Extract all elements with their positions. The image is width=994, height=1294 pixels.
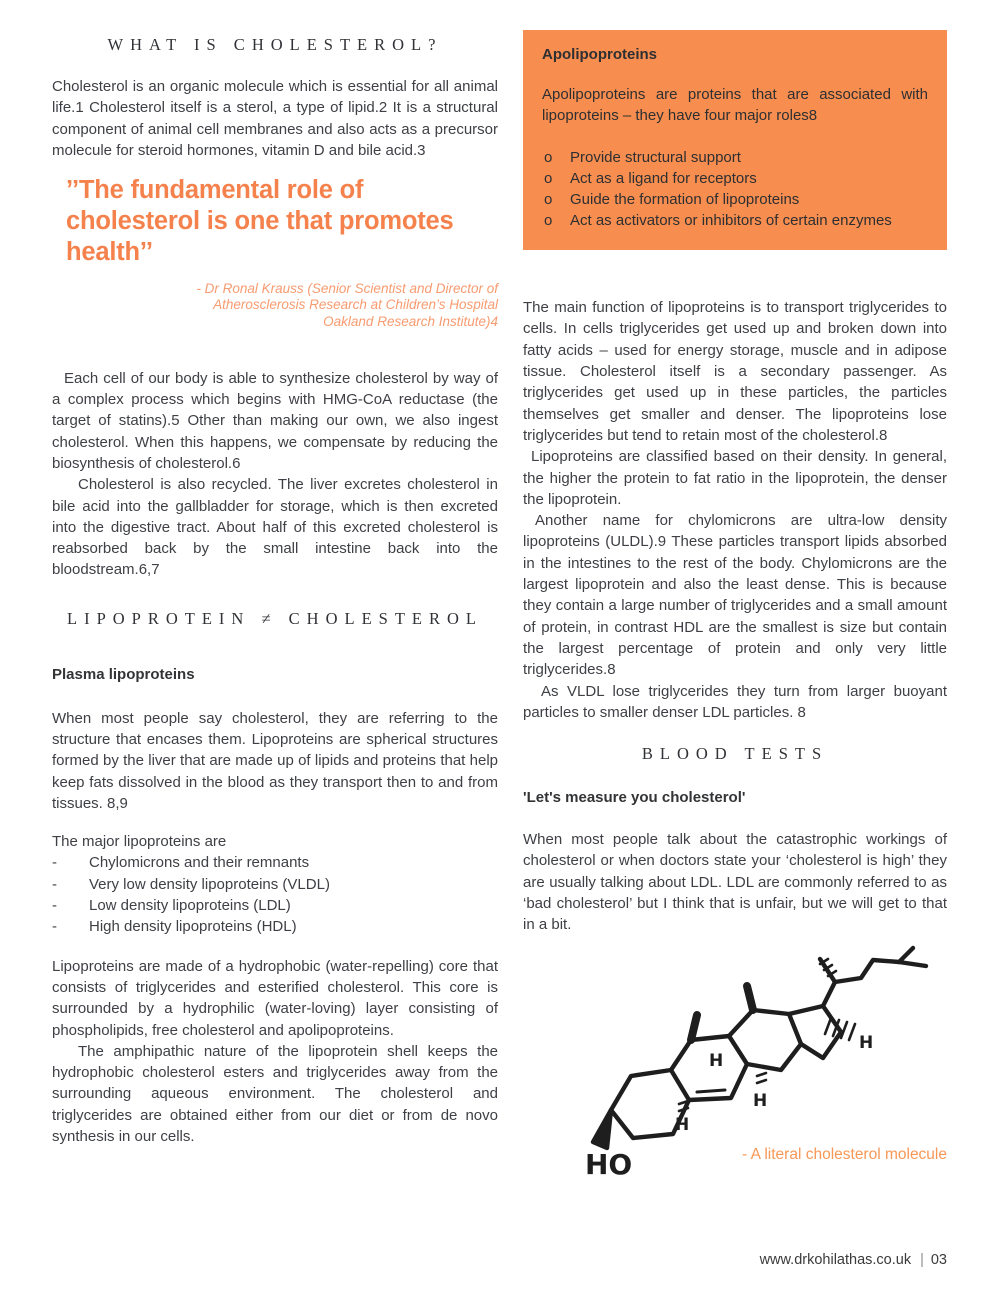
cholesterol-molecule-drawing bbox=[585, 944, 937, 1178]
callout-list-item bbox=[542, 147, 928, 168]
callout-title: Apolipoproteins bbox=[542, 46, 657, 63]
page-footer bbox=[760, 1252, 947, 1268]
h-label: H bbox=[859, 1032, 874, 1053]
paragraph-vldl: As VLDL lose triglycerides they turn from larger buoyant particles to smaller denser LDL particles. 8 bbox=[523, 682, 947, 721]
dash-bullet: - bbox=[52, 918, 57, 936]
list-item bbox=[52, 852, 498, 873]
subheading-plasma-lipoproteins: Plasma lipoproteins bbox=[52, 665, 195, 683]
circle-bullet: o bbox=[544, 169, 553, 187]
list-item bbox=[52, 895, 498, 916]
attribution-line: Oakland Research Institute)4 bbox=[323, 313, 498, 329]
callout-item-text: Guide the formation of lipoproteins bbox=[570, 190, 800, 208]
callout-item-text: Act as a ligand for receptors bbox=[570, 169, 757, 187]
ho-label: HO bbox=[585, 1147, 633, 1178]
circle-bullet: o bbox=[544, 190, 553, 208]
list-intro: The major lipoproteins are bbox=[52, 833, 227, 851]
callout-body: Apolipoproteins are proteins that are associated with lipoproteins – they have four major roles8 bbox=[542, 86, 928, 125]
footer-page-number: 03 bbox=[930, 1252, 947, 1268]
quote-attribution bbox=[52, 281, 498, 331]
circle-bullet: o bbox=[544, 212, 553, 230]
left-column bbox=[52, 0, 498, 1178]
footer-url: www.drkohilathas.co.uk bbox=[759, 1252, 912, 1268]
paragraph-each-cell: Each cell of our body is able to synthesize cholesterol by way of a complex process which begins with HMG-CoA reductase (the target of statins).5 Other than making our own, we also ingest cholesterol. When this happens, we compensate by reducing the biosynthesis of cholesterol.6 bbox=[52, 369, 498, 472]
callout-list-item bbox=[542, 168, 928, 189]
list-item-text: Very low density lipoproteins (VLDL) bbox=[89, 875, 330, 893]
h-label: H bbox=[709, 1050, 724, 1071]
paragraph-classified-density: Lipoproteins are classified based on their density. In general, the higher the protein to fat ratio in the lipoprotein, the denser the lipoprotein. bbox=[523, 448, 947, 508]
h-label: H bbox=[675, 1114, 690, 1135]
paragraph-main-function: The main function of lipoproteins is to transport triglycerides to cells. In cells triglycerides get used up and broken down into fatty acids – used for energy storage, muscle and in adipose tissue. Cholesterol itself is a secondary passenger. As triglycerides get used up in these particles, the particles themselves get smaller and denser. The lipoproteins lose triglycerides but tend to retain most of the cholesterol.8 bbox=[523, 299, 947, 444]
section-heading-what-is-cholesterol: WHAT IS CHOLESTEROL? bbox=[107, 35, 443, 54]
dash-bullet: - bbox=[52, 875, 57, 893]
pull-quote: ’’The fundamental role of cholesterol is one that promotes health’’ bbox=[66, 176, 454, 267]
list-item-text: Chylomicrons and their remnants bbox=[89, 854, 310, 872]
callout-item-text: Provide structural support bbox=[570, 148, 741, 166]
list-item bbox=[52, 916, 498, 937]
subheading-lets-measure: 'Let's measure you cholesterol' bbox=[523, 789, 746, 807]
list-item-text: Low density lipoproteins (LDL) bbox=[89, 897, 291, 915]
paragraph-amphipathic: The amphipathic nature of the lipoprotein shell keeps the hydrophobic cholesterol esters and triglycerides away from the surrounding aqueous environment. The cholesterol and triglycerides are obtained either from our diet or from de novo synthesis in our cells. bbox=[52, 1042, 498, 1146]
cholesterol-molecule-figure bbox=[523, 944, 947, 1178]
right-column bbox=[523, 0, 947, 1178]
paragraph-chylomicrons: Another name for chylomicrons are ultra-low density lipoproteins (ULDL).9 These particles transport lipids absorbed in the intestines to the rest of the body. Chylomicrons are the largest lipoprotein and also the least dense. This is because they contain a large number of triglycerides and a small amount of protein, in contrast HDL are the smallest is size but contain the largest percentage of protein and only very little triglycerides.8 bbox=[523, 512, 947, 679]
list-item bbox=[52, 874, 498, 895]
paragraph-when-most-say: When most people say cholesterol, they are referring to the structure that encases them. Lipoproteins are spherical structures formed by the liver that are made up of lipids and proteins that help keep fats dissolved in the blood as they transport then to and from tissues. 8,9 bbox=[52, 709, 498, 812]
callout-item-text: Act as activators or inhibitors of certain enzymes bbox=[570, 212, 892, 230]
list-item-text: High density lipoproteins (HDL) bbox=[89, 918, 297, 936]
footer-divider: | bbox=[920, 1252, 924, 1268]
molecule-caption: - A literal cholesterol molecule bbox=[741, 1145, 947, 1163]
paragraph-when-most-talk: When most people talk about the catastrophic workings of cholesterol or when doctors state your ‘cholesterol is high’ they are usually talking about LDL. LDL are commonly referred to as ‘bad cholesterol’ but I think that is unfair, but we will get to that in a bit. bbox=[523, 831, 947, 934]
paragraph-intro: Cholesterol is an organic molecule which is essential for all animal life.1 Cholesterol itself is a sterol, a type of lipid.2 It is a structural component of animal cell membranes and also acts as a precursor molecule for steroid hormones, vitamin D and bile acid.3 bbox=[52, 78, 498, 159]
paragraph-recycled: Cholesterol is also recycled. The liver excretes cholesterol in bile acid into the gallbladder for storage, which is then excreted into the digestive tract. About half of this excreted cholesterol is reabsorbed back by the small intestine back into the bloodstream.6,7 bbox=[52, 476, 498, 579]
callout-list-item bbox=[542, 189, 928, 210]
h-label: H bbox=[753, 1090, 768, 1111]
dash-bullet: - bbox=[52, 854, 57, 872]
section-heading-lipoprotein-not-cholesterol: LIPOPROTEIN ≠ CHOLESTEROL bbox=[67, 608, 483, 628]
paragraph-hydrophobic-core: Lipoproteins are made of a hydrophobic (water-repelling) core that consists of triglycerides and esterified cholesterol. This core is surrounded by a hydrophilic (water-loving) layer consisting of phospholipids, free cholesterol and apolipoproteins. bbox=[52, 957, 498, 1039]
section-heading-blood-tests: BLOOD TESTS bbox=[641, 744, 829, 764]
dash-bullet: - bbox=[52, 897, 57, 915]
circle-bullet: o bbox=[544, 148, 553, 166]
callout-bullet-list bbox=[542, 147, 928, 232]
apolipoproteins-callout-box bbox=[523, 30, 947, 250]
attribution-line: Atherosclerosis Research at Children’s Hospital bbox=[213, 297, 498, 313]
callout-list-item bbox=[542, 210, 928, 231]
attribution-line: - Dr Ronal Krauss (Senior Scientist and Director of bbox=[196, 280, 498, 296]
lipoprotein-list bbox=[52, 852, 498, 937]
